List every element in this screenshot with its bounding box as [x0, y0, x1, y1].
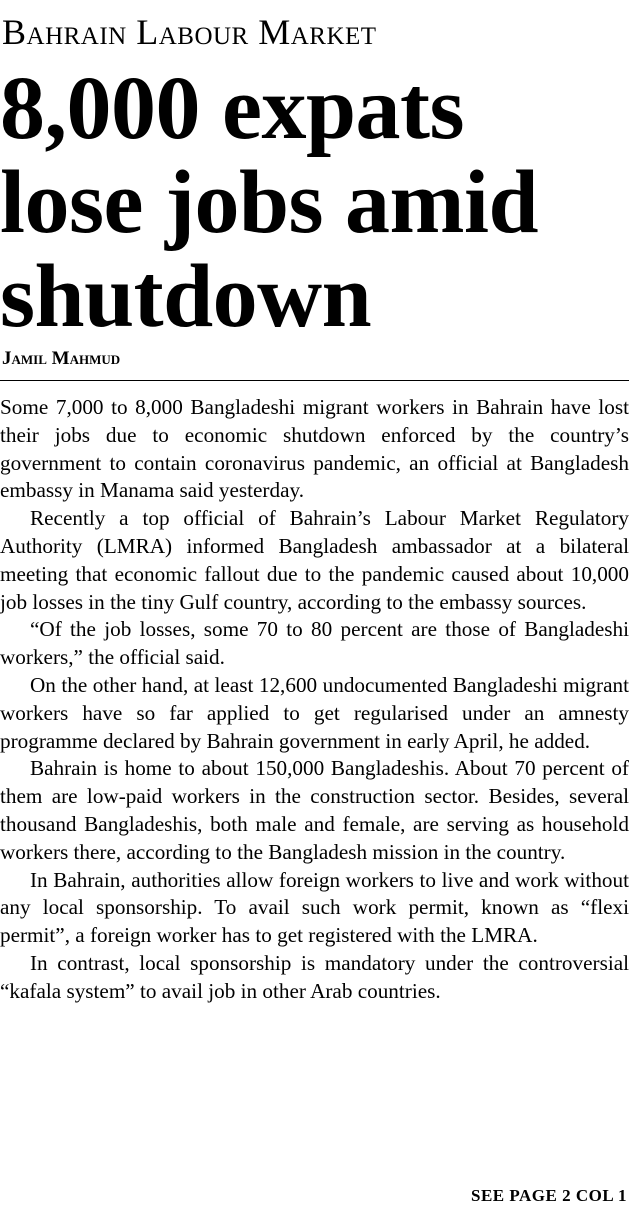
- article-body: [0, 394, 629, 1006]
- headline-line-3: shutdown: [0, 247, 372, 346]
- headline: [0, 59, 629, 346]
- byline-divider: [0, 380, 629, 381]
- byline: Jamil Mahmud: [2, 348, 121, 369]
- headline-line-2: lose jobs amid: [0, 153, 539, 252]
- body-paragraph: In Bahrain, authorities allow foreign workers to live and work without any local sponsorship. To avail such work permit, known as “flexi permit”, a foreign worker has to get registered with the LMRA.: [0, 867, 629, 948]
- continued-on-page-note: SEE PAGE 2 COL 1: [471, 1186, 627, 1205]
- body-paragraph: On the other hand, at least 12,600 undocumented Bangladeshi migrant workers have so far applied to get regularised under an amnesty programme declared by Bahrain government in early April, he added.: [0, 672, 629, 753]
- body-paragraph: Bahrain is home to about 150,000 Bangladeshis. About 70 percent of them are low-paid workers in the construction sector. Besides, several thousand Bangladeshis, both male and female, are serving as household workers there, according to the Bangladesh mission in the country.: [0, 756, 629, 864]
- body-paragraph: “Of the job losses, some 70 to 80 percent are those of Bangladeshi workers,” the official said.: [0, 617, 629, 670]
- body-paragraph: Recently a top official of Bahrain’s Labour Market Regulatory Authority (LMRA) informed Bangladesh ambassador at a bilateral meeting that economic fallout due to the pandemic caused about 10,000 job losses in the tiny Gulf country, according to the embassy sources.: [0, 506, 629, 614]
- headline-line-1: 8,000 expats: [0, 59, 464, 158]
- body-paragraph: In contrast, local sponsorship is mandatory under the controversial “kafala system” to avail job in other Arab countries.: [0, 950, 629, 1003]
- body-paragraph: Some 7,000 to 8,000 Bangladeshi migrant workers in Bahrain have lost their jobs due to economic shutdown enforced by the country’s government to contain coronavirus pandemic, an official at Bangladesh embassy in Manama said yesterday.: [0, 395, 629, 503]
- section-kicker: Bahrain Labour Market: [2, 12, 377, 52]
